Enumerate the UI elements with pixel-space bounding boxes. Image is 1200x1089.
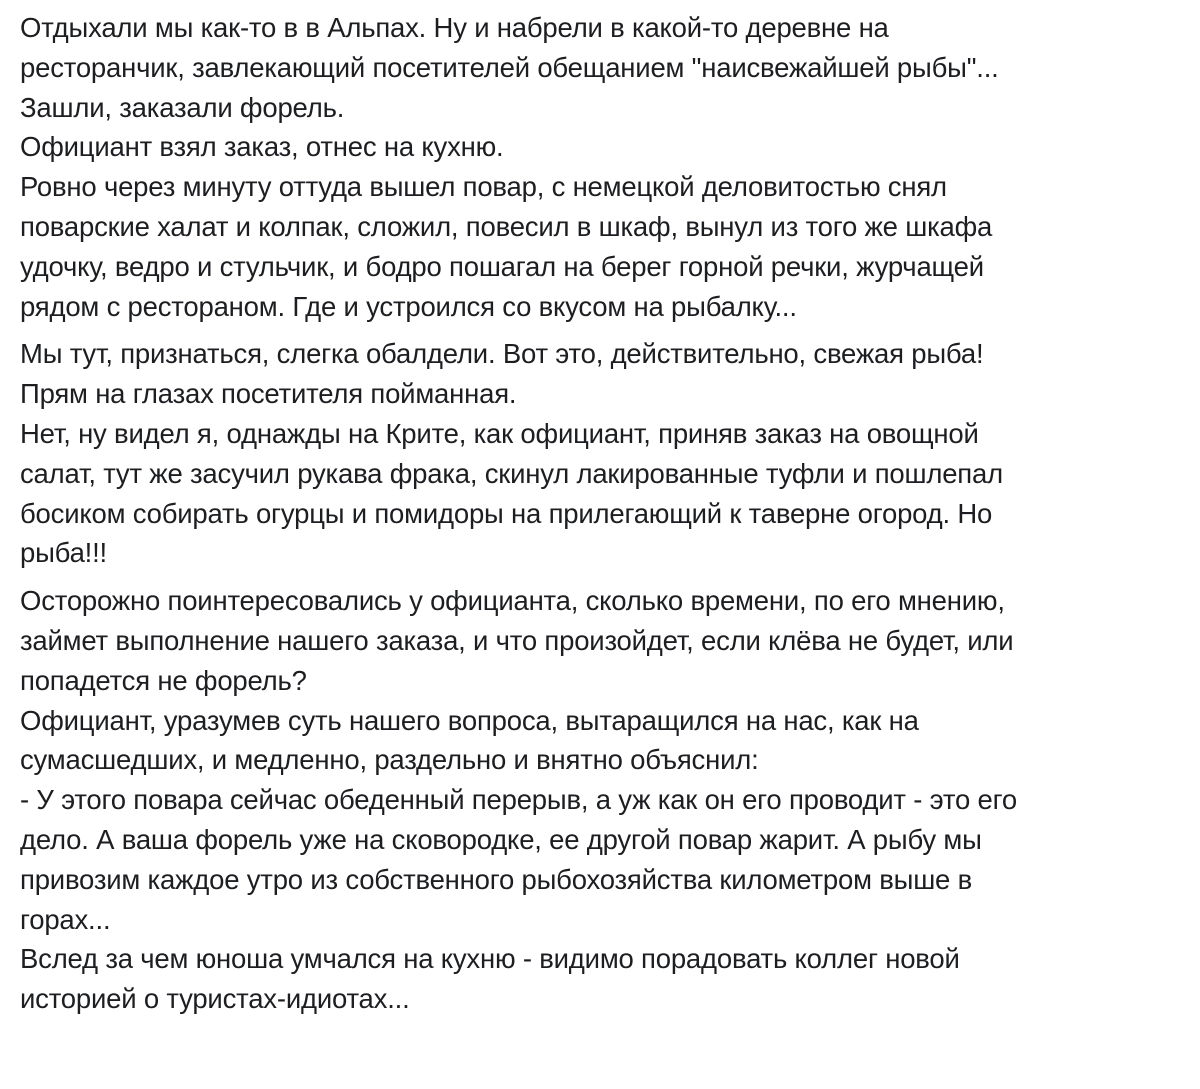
paragraph-3 (20, 581, 1192, 1019)
text-line: Осторожно поинтересовались у официанта, сколько времени, по его мнению, (20, 585, 1005, 617)
text-line: Прям на глазах посетителя пойманная. (20, 378, 517, 410)
post-text (20, 8, 1192, 1019)
text-line: займет выполнение нашего заказа, и что произойдет, если клёва не будет, или (20, 624, 1014, 656)
text-line: Отдыхали мы как-то в в Альпах. Ну и набрели в какой-то деревне на (20, 12, 889, 43)
text-line: Нет, ну видел я, однажды на Крите, как официант, приняв заказ на овощной (20, 417, 979, 449)
text-line: Мы тут, признаться, слегка обалдели. Вот это, действительно, свежая рыба! (20, 338, 984, 370)
paragraph-2 (20, 334, 1192, 573)
paragraph-1 (20, 8, 1192, 326)
text-line: удочку, ведро и стульчик, и бодро пошагал на берег горной речки, журчащей (20, 250, 984, 282)
text-line: поварские халат и колпак, сложил, повесил в шкаф, вынул из того же шкафа (20, 210, 993, 242)
text-line: историей о туристах-идиотах... (20, 983, 410, 1015)
text-line: сумасшедших, и медленно, раздельно и внятно объяснил: (20, 744, 759, 776)
text-line: горах... (20, 903, 111, 935)
text-line: рыба!!! (20, 537, 107, 569)
text-line: Официант, уразумев суть нашего вопроса, вытаращился на нас, как на (20, 704, 919, 736)
text-line: дело. А ваша форель уже на сковородке, ее другой повар жарит. А рыбу мы (20, 823, 982, 855)
text-line: попадется не форель? (20, 664, 307, 696)
text-line: привозим каждое утро из собственного рыбохозяйства километром выше в (20, 863, 973, 895)
text-line: Ровно через минуту оттуда вышел повар, с немецкой деловитостью снял (20, 171, 947, 203)
text-line: босиком собирать огурцы и помидоры на прилегающий к таверне огород. Но (20, 497, 993, 529)
text-line: Официант взял заказ, отнес на кухню. (20, 131, 504, 163)
text-line: салат, тут же засучил рукава фрака, скинул лакированные туфли и пошлепал (20, 457, 1003, 489)
text-line: рядом с рестораном. Где и устроился со вкусом на рыбалку... (20, 290, 797, 322)
text-line: Вслед за чем юноша умчался на кухню - видимо порадовать коллег новой (20, 943, 960, 975)
text-line: - У этого повара сейчас обеденный перерыв, а уж как он его проводит - это его (20, 784, 1017, 816)
text-line: Зашли, заказали форель. (20, 91, 345, 123)
text-line: ресторанчик, завлекающий посетителей обещанием "наисвежайшей рыбы"... (20, 51, 999, 83)
